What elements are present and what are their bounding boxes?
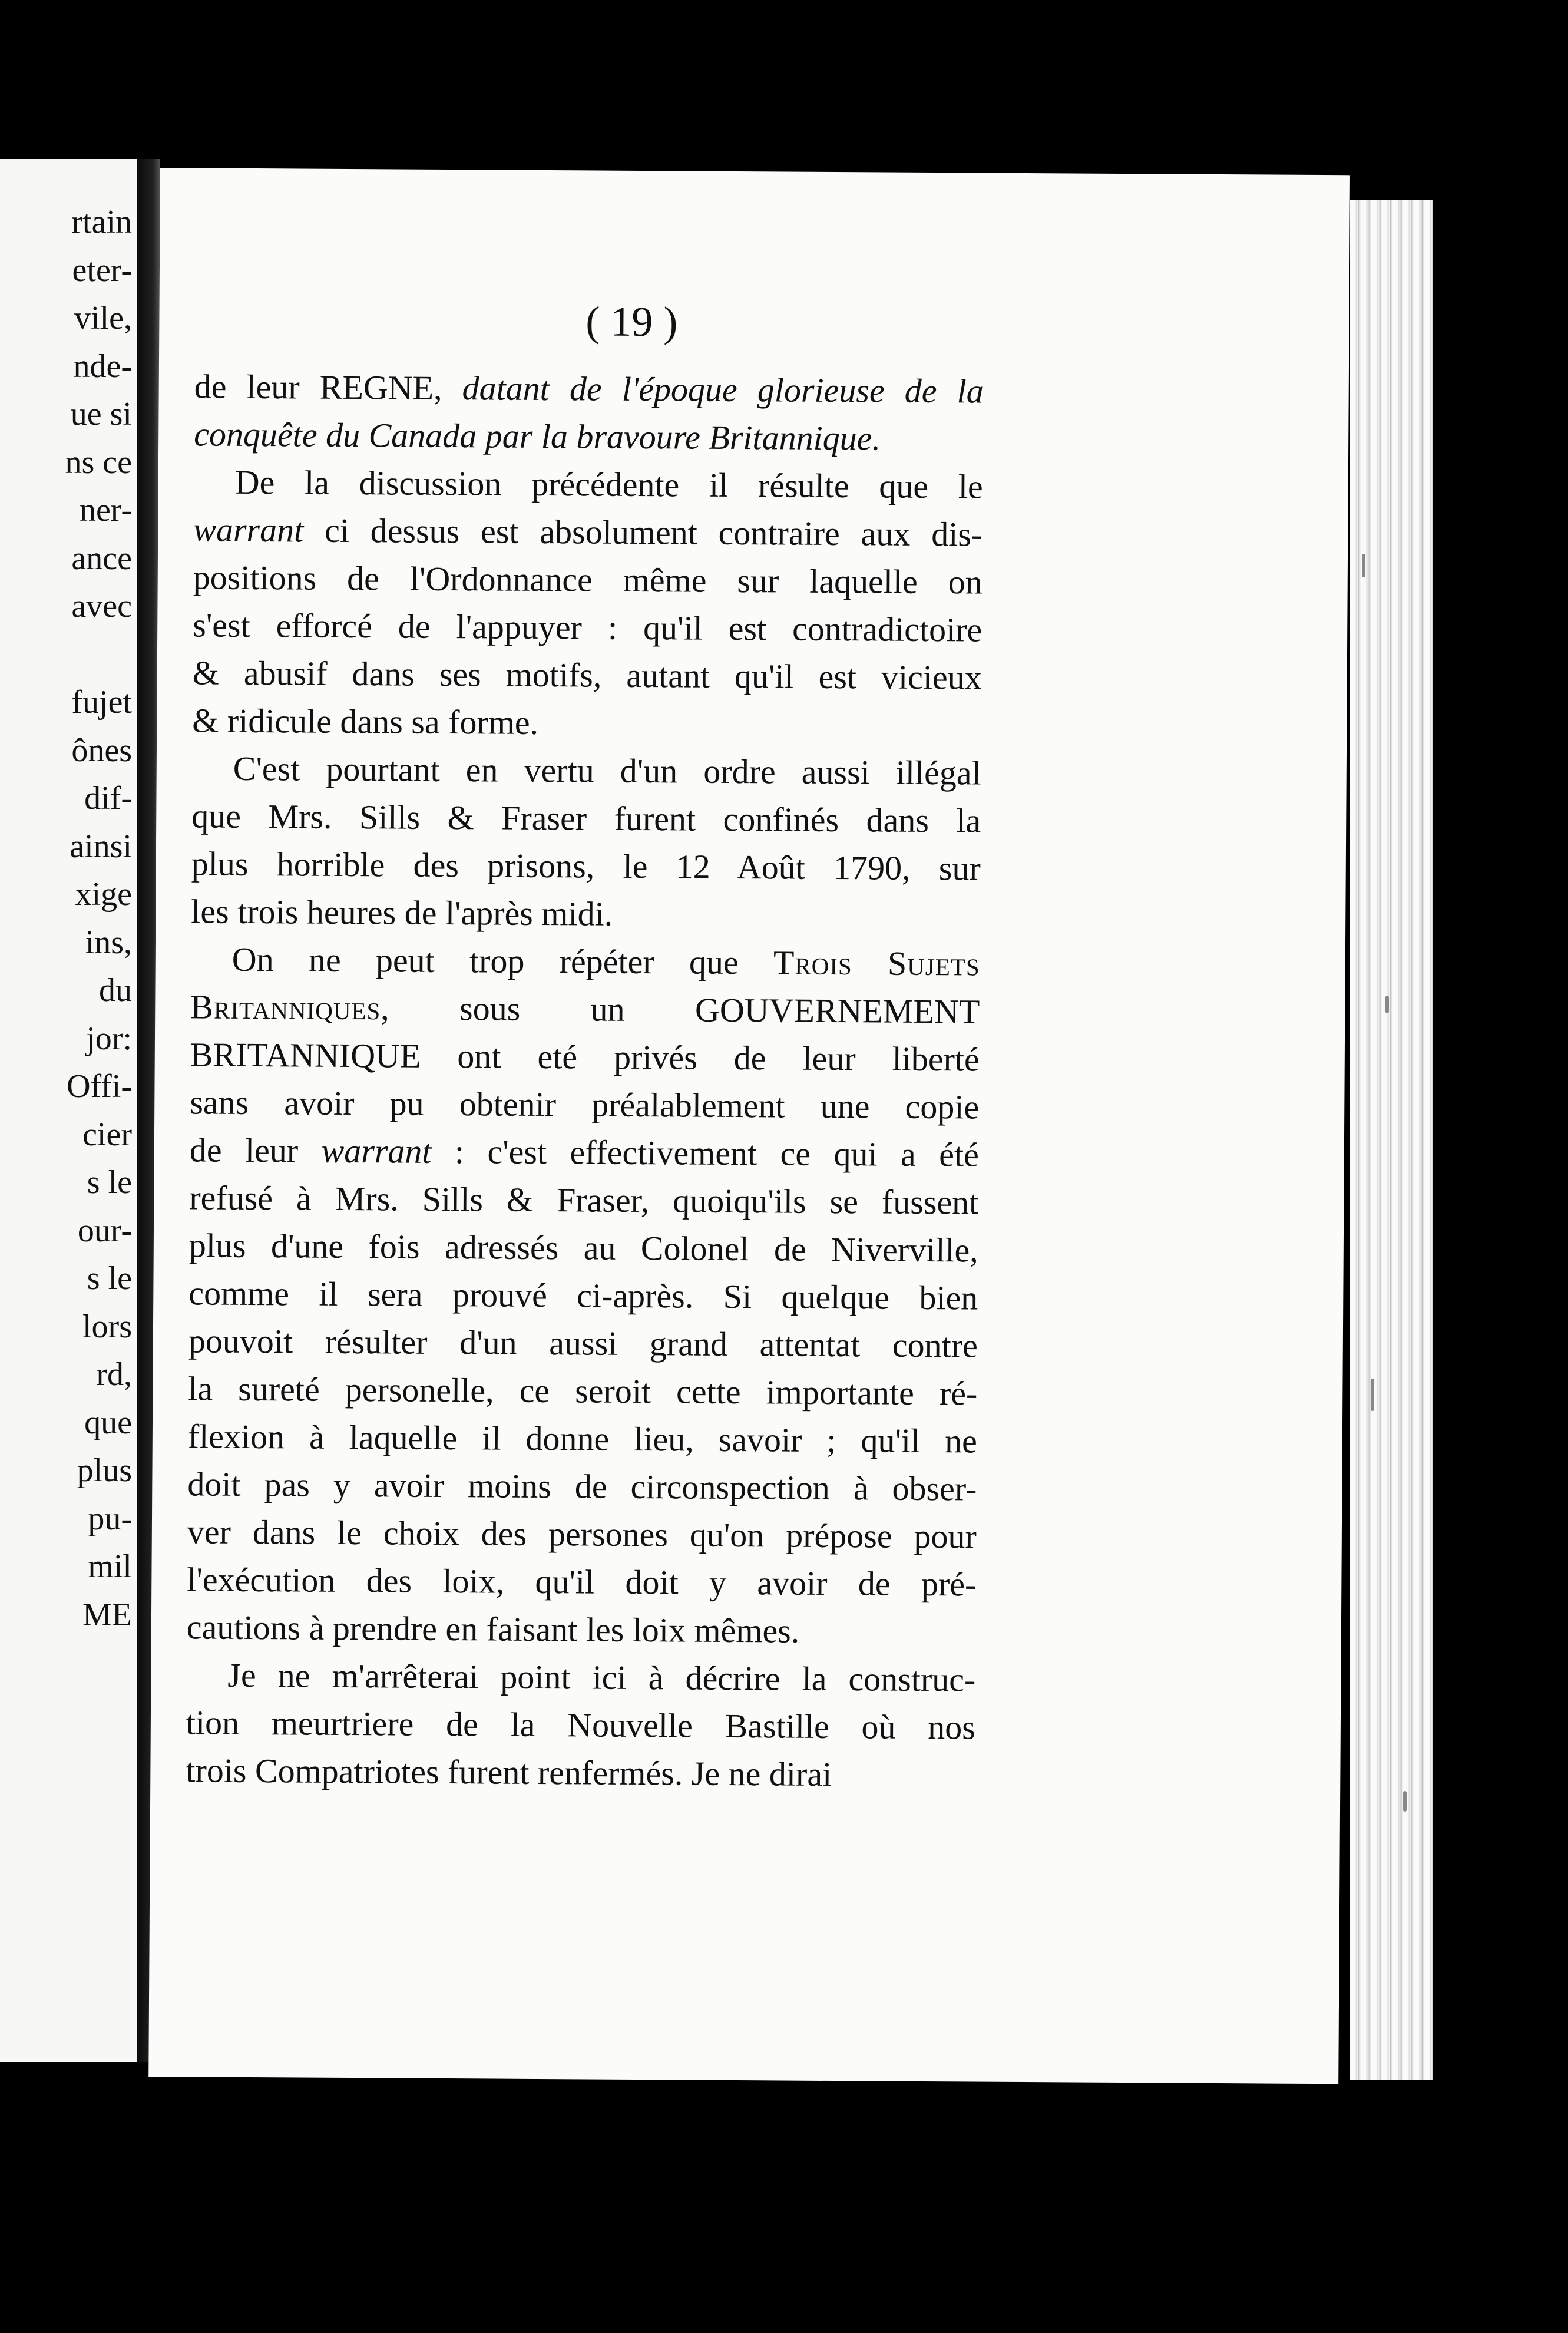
- text-line: [193, 601, 982, 653]
- text-segment: pouvoit résulter d'un aussi grand attentat contre: [188, 1321, 978, 1365]
- left-page-fragment: dif-: [84, 780, 132, 817]
- text-segment: , sous un GOUVERNEMENT: [381, 989, 980, 1031]
- text-segment: Je ne m'arrêterai point ici à décrire la construc-: [227, 1655, 976, 1699]
- left-page-fragment: Offi-: [67, 1068, 132, 1105]
- text-line: [193, 458, 983, 510]
- text-segment: ver dans le choix des persones qu'on prépose pour: [187, 1512, 977, 1556]
- left-page-fragment: plus: [77, 1452, 132, 1489]
- left-page-fragment: s le: [87, 1164, 132, 1201]
- body-text: [186, 362, 984, 1799]
- left-page-fragment: cier: [82, 1116, 132, 1153]
- text-line: [194, 362, 983, 415]
- left-page-fragment: ue si: [70, 396, 132, 432]
- left-page-fragment: jor:: [86, 1020, 132, 1057]
- text-line: [191, 935, 980, 987]
- text-segment: & abusif dans ses motifs, autant qu'il est vicieux: [192, 653, 982, 697]
- left-page-fragment: nde-: [73, 348, 132, 385]
- text-line: [192, 744, 981, 797]
- text-segment: warrant: [321, 1131, 432, 1171]
- left-page-fragment: mil: [88, 1548, 132, 1585]
- text-segment: refusé à Mrs. Sills & Fraser, quoiqu'ils se fussent: [189, 1178, 979, 1222]
- left-page-fragment: rtain: [71, 204, 132, 240]
- text-segment: que Mrs. Sills & Fraser furent confinés dans la: [191, 797, 981, 840]
- text-segment: conquête du Canada par la bravoure Britannique.: [194, 415, 881, 458]
- left-page-fragment: du: [99, 972, 132, 1009]
- text-segment: doit pas y avoir moins de circonspection à obser-: [187, 1465, 977, 1508]
- text-segment: cautions à prendre en faisant les loix mêmes.: [186, 1608, 800, 1650]
- text-line: [186, 1651, 975, 1703]
- text-segment: De la discussion précédente il résulte que le: [234, 462, 983, 506]
- left-page-edge: [0, 159, 137, 2062]
- text-segment: s'est efforcé de l'appuyer : qu'il est contradictoire: [193, 606, 983, 649]
- text-line: [190, 983, 980, 1035]
- text-segment: Britanniques: [190, 987, 381, 1027]
- text-segment: positions de l'Ordonnance même sur laquelle on: [193, 558, 983, 602]
- left-page-fragment: ns ce: [65, 444, 132, 481]
- left-page-fragment: rd,: [96, 1356, 132, 1393]
- left-page-fragment: our-: [77, 1212, 132, 1249]
- text-line: [187, 1555, 976, 1608]
- text-segment: tion meurtriere de la Nouvelle Bastille où nos: [186, 1703, 976, 1747]
- text-segment: C'est pourtant en vertu d'un ordre aussi illégal: [233, 749, 981, 792]
- text-segment: Trois Sujets: [773, 943, 980, 983]
- text-line: [186, 1746, 975, 1799]
- text-segment: de leur: [189, 1131, 322, 1170]
- text-segment: comme il sera prouvé ci-après. Si quelque bien: [188, 1274, 978, 1317]
- text-line: [187, 1603, 976, 1655]
- left-page-fragment: eter-: [72, 252, 132, 289]
- text-segment: sans avoir pu obtenir préalablement une copie: [190, 1083, 980, 1126]
- left-page-fragment: lors: [82, 1308, 132, 1345]
- text-segment: : c'est effectivement ce qui a été: [431, 1132, 980, 1174]
- main-page: [148, 168, 1350, 2084]
- text-segment: de leur REGNE,: [194, 367, 462, 408]
- page-stack-edge: [1350, 200, 1433, 2080]
- text-segment: warrant: [193, 510, 304, 550]
- text-segment: flexion à laquelle il donne lieu, savoir ; qu'il ne: [187, 1417, 978, 1460]
- text-segment: plus horrible des prisons, le 12 Août 1790, sur: [191, 844, 981, 888]
- left-page-fragment: ônes: [71, 732, 132, 769]
- text-segment: trois Compatriotes furent renfermés. Je ne dirai: [186, 1751, 832, 1794]
- text-segment: BRITANNIQUE ont eté privés de leur liberté: [190, 1035, 980, 1079]
- left-page-fragment: que: [84, 1404, 132, 1441]
- text-line: [193, 505, 983, 558]
- text-line: [193, 553, 983, 606]
- text-line: [188, 1317, 978, 1369]
- left-page-fragment: ins,: [85, 924, 132, 961]
- text-line: [190, 1078, 979, 1131]
- left-page-fragment: fujet: [71, 684, 132, 721]
- page-number: ( 19 ): [585, 298, 678, 346]
- left-page-fragment: avec: [71, 588, 132, 624]
- left-page-fragment: vile,: [74, 300, 132, 336]
- text-line: [187, 1508, 977, 1560]
- text-line: [194, 410, 983, 462]
- text-line: [191, 887, 980, 940]
- left-page-fragment: ainsi: [70, 828, 132, 865]
- text-line: [188, 1412, 977, 1465]
- text-segment: les trois heures de l'après midi.: [191, 892, 613, 933]
- text-line: [189, 1174, 978, 1226]
- text-line: [186, 1698, 975, 1751]
- text-segment: On ne peut trop répéter que: [231, 940, 774, 982]
- text-line: [188, 1364, 977, 1417]
- text-segment: plus d'une fois adressés au Colonel de Niverville,: [188, 1226, 979, 1270]
- text-segment: & ridicule dans sa forme.: [192, 701, 539, 742]
- left-page-fragment: pu-: [88, 1500, 132, 1537]
- text-segment: ci dessus est absolument contraire aux dis-: [303, 511, 983, 554]
- text-segment: l'exécution des loix, qu'il doit y avoir de pré-: [187, 1560, 977, 1604]
- left-page-fragment: s le: [87, 1260, 132, 1297]
- text-line: [191, 792, 981, 844]
- text-line: [192, 696, 981, 749]
- text-line: [193, 649, 982, 701]
- text-line: [189, 1221, 978, 1274]
- text-line: [191, 840, 981, 892]
- text-segment: la sureté personelle, ce seroit cette importante ré-: [188, 1369, 978, 1413]
- left-page-fragment: ME: [82, 1596, 132, 1633]
- left-page-fragment: ner-: [79, 492, 132, 528]
- text-segment: datant de l'époque glorieuse de la: [462, 369, 984, 411]
- left-page-fragment: ance: [71, 540, 132, 577]
- text-line: [187, 1460, 977, 1512]
- text-line: [190, 1126, 979, 1178]
- text-line: [190, 1030, 980, 1083]
- text-line: [188, 1269, 978, 1321]
- left-page-fragment: xige: [75, 876, 132, 913]
